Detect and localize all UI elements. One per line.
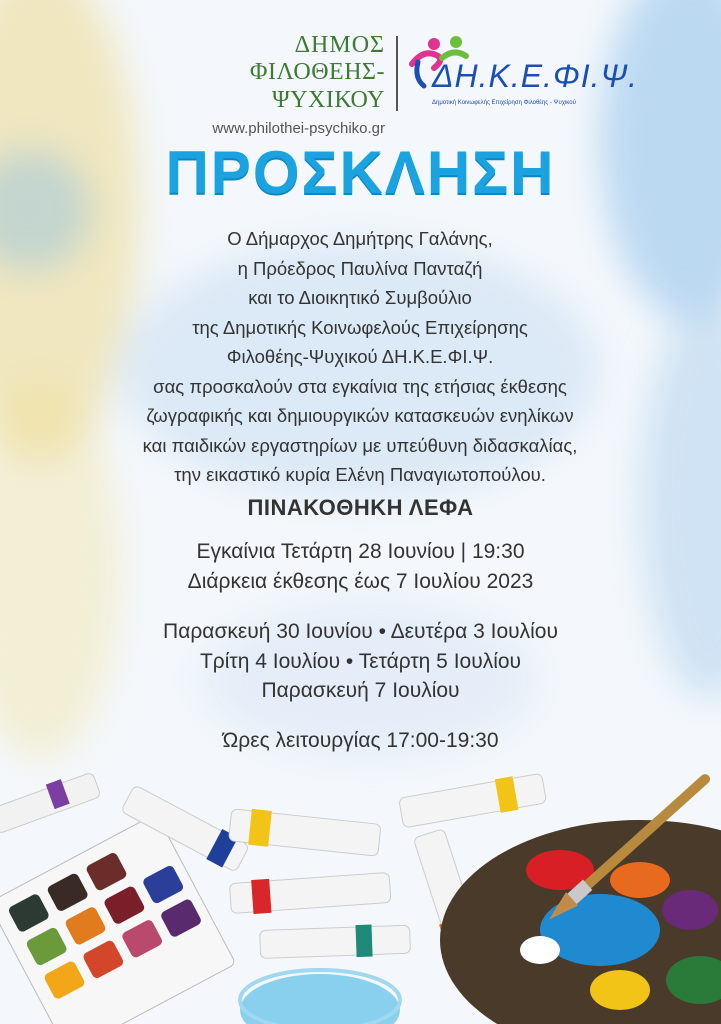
paint-tube-icon [228,807,381,858]
opening-hours: Ώρες λειτουργίας 17:00-19:30 [222,729,499,752]
body-line: την εικαστικό κυρία Ελένη Παναγιωτοπούλου. [174,464,546,485]
body-line: και το Διοικητικό Συμβούλιο [248,287,472,308]
paint-tube-icon [229,870,391,915]
website-link[interactable]: www.philothei-psychiko.gr [212,120,385,137]
invitation-title: ΠΡΟΣΚΛΗΣΗ [165,139,556,206]
body-line: σας προσκαλούν στα εγκαίνια της ετήσιας έκθεσης [153,375,567,397]
paint-tube-icon [260,923,411,960]
opening-date: Εγκαίνια Τετάρτη 28 Ιουνίου | 19:30 [196,540,525,563]
org-line1: ΔΗΜΟΣ [294,32,385,58]
event-dates [0,537,721,597]
paint-tube-icon [398,771,547,830]
body-line: της Δημοτικής Κοινωφελούς Επιχείρησης [192,316,528,338]
water-glass-icon [240,970,400,1024]
dikefip-logo-text: ΔΗ.Κ.Ε.ΦΙ.Ψ. [432,58,638,94]
art-supplies-illustration [0,760,721,1024]
body-line: η Πρόεδρος Παυλίνα Πανταζή [237,257,483,279]
body-line: Φιλοθέης-Ψυχικού ΔΗ.Κ.Ε.ΦΙ.Ψ. [226,346,494,367]
invitation-body [60,224,660,490]
municipality-logo [140,32,385,137]
opening-days [0,617,721,706]
paint-tube-icon [0,772,101,834]
org-line2: ΦΙΛΟΘΕΗΣ-ΨΥΧΙΚΟΥ [249,59,385,113]
dikefip-subtitle: Δημοτική Κοινωφελής Επιχείρηση Φιλοθέης - Ψυχικού [432,100,576,106]
header [0,28,721,137]
body-line: Ο Δήμαρχος Δημήτρης Γαλάνης, [227,228,493,249]
venue-name: ΠΙΝΑΚΟΘΗΚΗ ΛΕΦΑ [247,495,474,520]
body-line: και παιδικών εργαστηρίων με υπεύθυνη διδασκαλίας, [142,434,578,456]
body-line: ζωγραφικής και δημιουργικών κατασκευών ενηλίκων [146,405,574,426]
days-line: Παρασκευή 30 Ιουνίου • Δευτέρα 3 Ιουλίου [163,620,558,643]
exhibition-duration: Διάρκεια έκθεσης έως 7 Ιουλίου 2023 [187,570,534,593]
header-divider [396,36,398,111]
days-line: Παρασκευή 7 Ιουλίου [261,679,460,702]
paint-palette-icon [440,820,721,1024]
days-line: Τρίτη 4 Ιουλίου • Τετάρτη 5 Ιουλίου [199,649,522,673]
